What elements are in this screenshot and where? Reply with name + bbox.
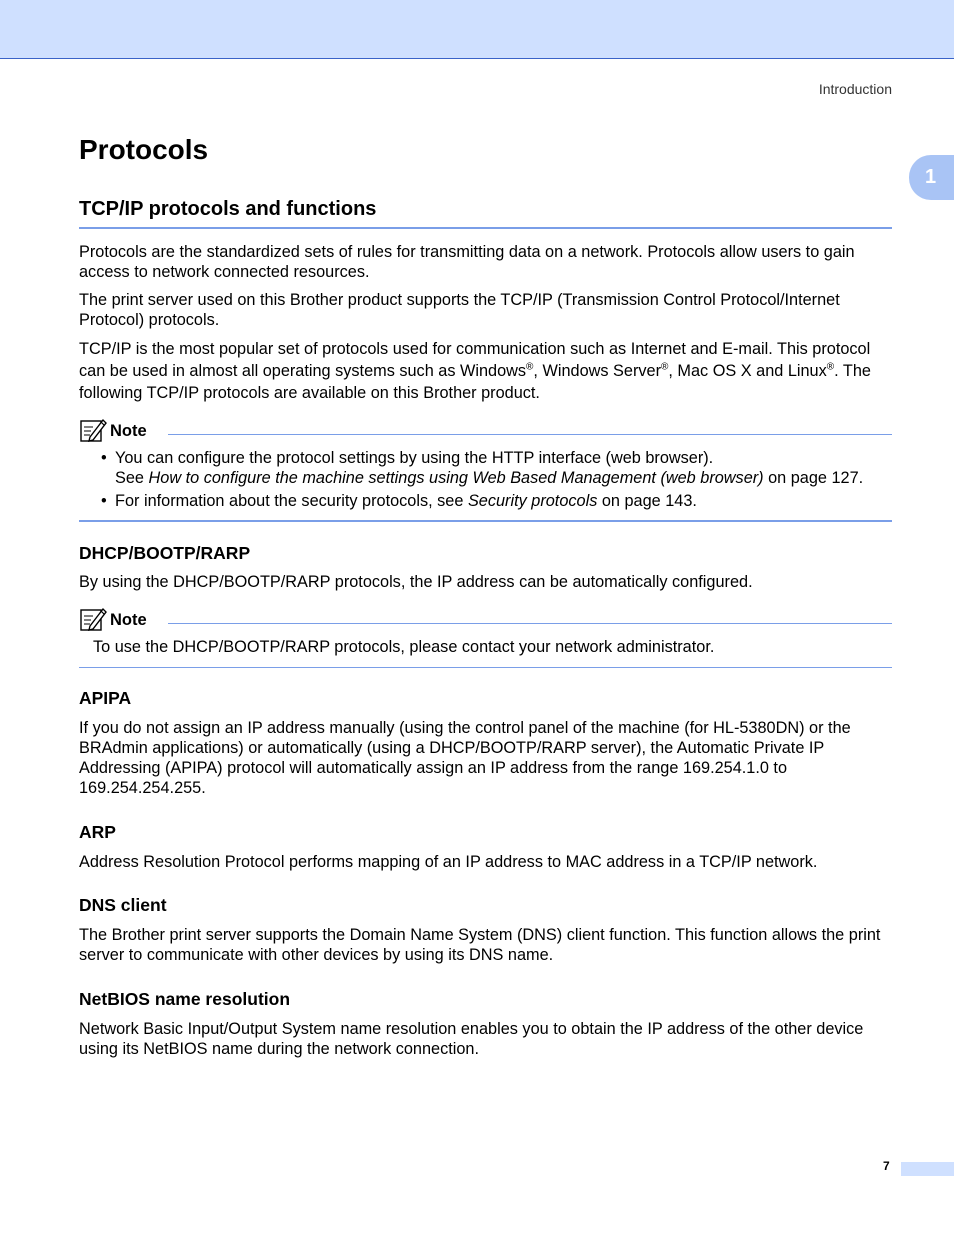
arp-heading: ARP [79,822,116,842]
bullet-marker: • [101,449,107,467]
note-rule [168,623,892,624]
note-rule [168,434,892,435]
intro-paragraph-2: The print server used on this Brother product supports the TCP/IP (Transmission Control Protocol/Internet Protocol) protocols. [79,291,840,329]
dhcp-note-text: To use the DHCP/BOOTP/RARP protocols, please contact your network administrator. [93,638,715,656]
dhcp-heading: DHCP/BOOTP/RARP [79,543,251,563]
note-item-2: For information about the security protocols, see Security protocols on page 143. [115,492,697,510]
note-header [79,417,892,443]
note-end-rule [79,520,892,522]
chapter-tab: 1 [909,155,954,200]
netbios-text: Network Basic Input/Output System name resolution enables you to obtain the IP address of the other device using its NetBIOS name during the network connection. [79,1020,864,1058]
apipa-heading: APIPA [79,688,132,708]
dns-heading: DNS client [79,895,167,915]
intro-paragraph-1: Protocols are the standardized sets of rules for transmitting data on a network. Protocols allow users to gain access to network connected resources. [79,243,855,281]
section-title: TCP/IP protocols and functions [79,198,892,229]
note-header [79,606,892,632]
dns-text: The Brother print server supports the Domain Name System (DNS) client function. This function allows the print server to communicate with other devices by using its DNS name. [79,926,881,964]
note-pencil-icon [79,417,107,443]
cross-reference-link[interactable]: How to configure the machine settings using Web Based Management (web browser) [148,469,764,487]
header-band [0,0,954,59]
running-header: Introduction [818,81,892,97]
note-label: Note [110,422,147,440]
intro-paragraph-3: TCP/IP is the most popular set of protocols used for communication such as Internet and E-mail. This protocol can be used in almost all operating systems such as Windows®, Windows Server®, Mac OS X and Linux®. The following TCP/IP protocols are available on this Brother product. [79,340,871,402]
page-title: Protocols [79,134,209,165]
note-item-1: You can configure the protocol settings by using the HTTP interface (web browser). See How to configure the machine settings using Web Based Management (web browser) on page 127. [115,449,864,487]
bullet-marker: • [101,492,107,510]
page-number: 7 [883,1159,890,1173]
note-pencil-icon [79,606,107,632]
note-end-rule [79,667,892,668]
apipa-text: If you do not assign an IP address manually (using the control panel of the machine (for HL-5380DN) or the BRAdmin applications) or automatically (using a DHCP/BOOTP/RARP server), the Automatic Private IP Addressing (APIPA) protocol will automatically assign an IP address from the range 169.254.1.0 to 169.254.254.255. [79,719,851,797]
netbios-heading: NetBIOS name resolution [79,989,291,1009]
dhcp-text: By using the DHCP/BOOTP/RARP protocols, the IP address can be automatically configured. [79,573,753,591]
cross-reference-link[interactable]: Security protocols [467,492,598,510]
note-label: Note [110,611,147,629]
arp-text: Address Resolution Protocol performs mapping of an IP address to MAC address in a TCP/IP network. [79,853,818,871]
footer-bar [901,1162,954,1176]
